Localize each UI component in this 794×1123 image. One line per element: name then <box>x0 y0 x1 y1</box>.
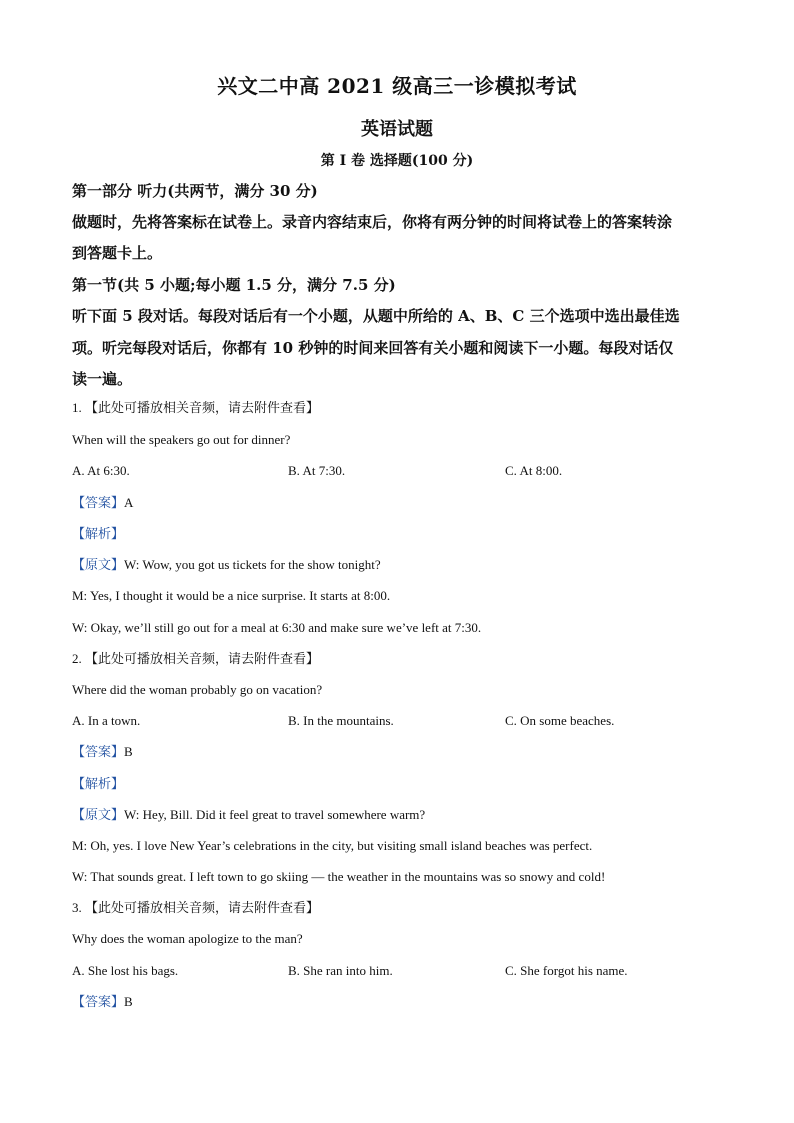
q1-answer <box>72 494 732 512</box>
transcript-text: W: Wow, you got us tickets for the show tonight? <box>124 557 381 572</box>
section1-line-3: 读一遍。 <box>72 370 133 388</box>
q3-option-c: C. She forgot his name. <box>505 963 628 978</box>
answer-value: B <box>124 744 133 759</box>
q1-audio-note[interactable]: 1. 【此处可播放相关音频，请去附件查看】 <box>72 400 320 415</box>
exam-title: 兴文二中高 2021 级高三一诊模拟考试 <box>217 74 577 98</box>
q1-transcript-line-2: M: Yes, I thought it would be a nice surprise. It starts at 8:00. <box>72 588 391 603</box>
q3-option-b: B. She ran into him. <box>288 963 393 978</box>
answer-value: B <box>124 994 133 1009</box>
instructions-line-1: 做题时，先将答案标在试卷上。录音内容结束后，你将有两分钟的时间将试卷上的答案转涂 <box>72 213 673 231</box>
q2-transcript-line-2: M: Oh, yes. I love New Year’s celebrations in the city, but visiting small island beaches was perfect. <box>72 838 593 853</box>
q3-option-a: A. She lost his bags. <box>72 963 179 978</box>
section-title: 第 I 卷 选择题(100 分) <box>320 153 474 169</box>
q1-option-b: B. At 7:30. <box>288 463 346 478</box>
q1-analysis-label: 【解析】 <box>72 526 125 541</box>
q2-answer <box>72 743 732 761</box>
q2-transcript-line-3: W: That sounds great. I left town to go skiing — the weather in the mountains was so snowy and cold! <box>72 869 606 884</box>
q2-question: Where did the woman probably go on vacation? <box>72 682 323 697</box>
q2-option-a: A. In a town. <box>72 713 141 728</box>
original-label: 【原文】 <box>72 557 125 572</box>
original-label: 【原文】 <box>72 807 125 822</box>
q1-option-a: A. At 6:30. <box>72 463 130 478</box>
part1-heading: 第一部分 听力(共两节，满分 30 分) <box>72 182 318 200</box>
answer-label: 【答案】 <box>72 994 125 1009</box>
transcript-text: W: Hey, Bill. Did it feel great to travel somewhere warm? <box>124 807 426 822</box>
q2-option-b: B. In the mountains. <box>288 713 394 728</box>
q1-option-c: C. At 8:00. <box>505 463 563 478</box>
q2-analysis-label: 【解析】 <box>72 776 125 791</box>
exam-subtitle: 英语试题 <box>361 119 433 140</box>
instructions-line-2: 到答题卡上。 <box>72 244 163 262</box>
section1-line-1: 听下面 5 段对话。每段对话后有一个小题，从题中所给的 A、B、C 三个选项中选出最佳选 <box>72 307 680 325</box>
answer-label: 【答案】 <box>72 495 125 510</box>
q3-answer <box>72 993 732 1011</box>
q3-question: Why does the woman apologize to the man? <box>72 931 303 946</box>
section1-heading: 第一节(共 5 小题;每小题 1.5 分，满分 7.5 分) <box>72 276 396 294</box>
q1-transcript-line-3: W: Okay, we’ll still go out for a meal at 6:30 and make sure we’ve left at 7:30. <box>72 620 482 635</box>
answer-label: 【答案】 <box>72 744 125 759</box>
q2-audio-note[interactable]: 2. 【此处可播放相关音频，请去附件查看】 <box>72 651 320 666</box>
answer-value: A <box>124 495 134 510</box>
section1-line-2: 项。听完每段对话后，你都有 10 秒钟的时间来回答有关小题和阅读下一小题。每段对话仅 <box>72 339 674 357</box>
q2-option-c: C. On some beaches. <box>505 713 615 728</box>
q1-transcript-line-1 <box>72 556 732 574</box>
q3-audio-note[interactable]: 3. 【此处可播放相关音频，请去附件查看】 <box>72 900 320 915</box>
q1-question: When will the speakers go out for dinner? <box>72 432 291 447</box>
q2-transcript-line-1 <box>72 806 732 824</box>
